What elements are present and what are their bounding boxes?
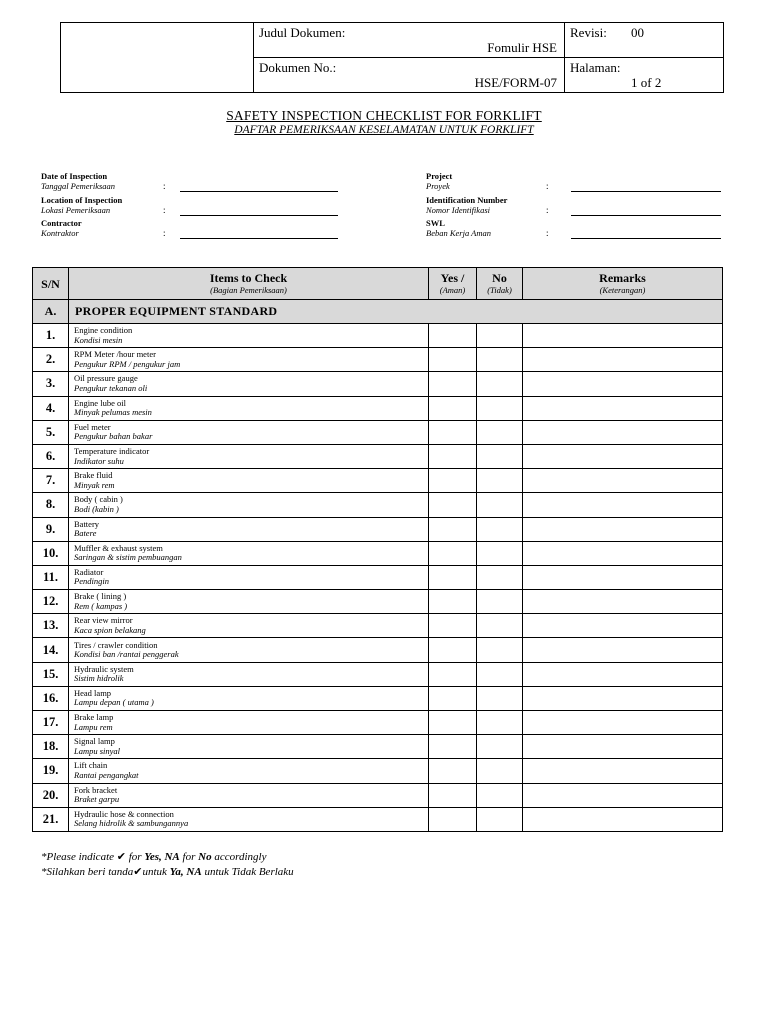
item-name-en: Hydraulic hose & connection: [74, 808, 174, 819]
table-row: [33, 444, 723, 468]
yes-cell[interactable]: [429, 711, 477, 735]
row-number: 7.: [33, 469, 69, 493]
yes-cell[interactable]: [429, 783, 477, 807]
no-cell[interactable]: [477, 469, 523, 493]
row-number: 8.: [33, 493, 69, 517]
checkmark-icon: ✔: [133, 866, 143, 878]
row-number: 14.: [33, 638, 69, 662]
item-name-en: Brake lamp: [74, 712, 114, 723]
dokumen-value: HSE/FORM-07: [474, 75, 557, 90]
item-name-en: Fork bracket: [74, 784, 118, 795]
item-name-id: Selang hidrolik & sambungannya: [74, 818, 189, 829]
table-row: [33, 759, 723, 783]
remarks-cell[interactable]: [523, 444, 723, 468]
section-row: [33, 300, 723, 324]
row-number: 4.: [33, 396, 69, 420]
no-cell[interactable]: [477, 565, 523, 589]
row-number: 1.: [33, 324, 69, 348]
item-name-en: Head lamp: [74, 687, 112, 698]
remarks-cell[interactable]: [523, 686, 723, 710]
no-cell[interactable]: [477, 348, 523, 372]
no-cell[interactable]: [477, 420, 523, 444]
item-name-en: Brake ( lining ): [74, 591, 127, 602]
contractor-field[interactable]: [180, 238, 338, 239]
yes-cell[interactable]: [429, 396, 477, 420]
col-header-remarks: Remarks (Keterangan): [523, 268, 723, 300]
row-number: 9.: [33, 517, 69, 541]
remarks-cell[interactable]: [523, 807, 723, 831]
no-cell[interactable]: [477, 614, 523, 638]
page-subtitle: DAFTAR PEMERIKSAAN KESELAMATAN UNTUK FORKLIFT: [234, 124, 534, 136]
item-cell: [69, 711, 429, 735]
item-name-en: Oil pressure gauge: [74, 373, 138, 384]
item-cell: [69, 348, 429, 372]
remarks-cell[interactable]: [523, 711, 723, 735]
table-row: [33, 711, 723, 735]
revisi-value: 00: [631, 25, 644, 40]
contractor-colon: :: [163, 228, 166, 238]
row-number: 13.: [33, 614, 69, 638]
item-name-id: Minyak rem: [74, 479, 115, 490]
table-row: [33, 469, 723, 493]
item-name-id: Saringan & sistim pembuangan: [74, 552, 182, 563]
row-number: 16.: [33, 686, 69, 710]
item-name-en: Signal lamp: [74, 736, 115, 747]
row-number: 2.: [33, 348, 69, 372]
item-name-id: Lampu depan ( utama ): [74, 697, 154, 708]
remarks-cell[interactable]: [523, 348, 723, 372]
table-row: [33, 324, 723, 348]
judul-value: Fomulir HSE: [487, 40, 557, 55]
project-label: Project Proyek: [426, 171, 453, 191]
no-cell[interactable]: [477, 783, 523, 807]
item-cell: [69, 614, 429, 638]
swl-label: SWL Beban Kerja Aman: [426, 218, 492, 238]
item-cell: [69, 565, 429, 589]
table-row: [33, 735, 723, 759]
date-colon: :: [163, 181, 166, 191]
no-cell[interactable]: [477, 711, 523, 735]
remarks-cell[interactable]: [523, 662, 723, 686]
item-cell: [69, 541, 429, 565]
dokumen-label: Dokumen No.:: [259, 60, 337, 75]
item-cell: [69, 590, 429, 614]
yes-cell[interactable]: [429, 493, 477, 517]
table-row: [33, 662, 723, 686]
remarks-cell[interactable]: [523, 783, 723, 807]
yes-cell[interactable]: [429, 517, 477, 541]
row-number: 17.: [33, 711, 69, 735]
item-name-en: Engine lube oil: [74, 397, 126, 408]
item-name-en: Lift chain: [74, 760, 108, 771]
table-row: [33, 807, 723, 831]
row-number: 20.: [33, 783, 69, 807]
remarks-cell[interactable]: [523, 517, 723, 541]
no-cell[interactable]: [477, 444, 523, 468]
item-cell: [69, 493, 429, 517]
yes-cell[interactable]: [429, 348, 477, 372]
row-number: 5.: [33, 420, 69, 444]
item-name-id: Lampu sinyal: [74, 745, 121, 756]
row-number: 6.: [33, 444, 69, 468]
table-row: [33, 348, 723, 372]
item-name-id: Minyak pelumas mesin: [74, 407, 152, 418]
table-row: [33, 420, 723, 444]
item-name-en: RPM Meter /hour meter: [74, 349, 156, 360]
date-of-inspection-field[interactable]: [180, 191, 338, 192]
item-name-en: Fuel meter: [74, 421, 111, 432]
remarks-cell[interactable]: [523, 493, 723, 517]
item-name-en: Temperature indicator: [74, 446, 150, 457]
row-number: 11.: [33, 565, 69, 589]
no-cell[interactable]: [477, 493, 523, 517]
dokumen-cell: [254, 58, 565, 93]
item-cell: [69, 807, 429, 831]
section-title: PROPER EQUIPMENT STANDARD: [69, 300, 723, 324]
contractor-label: Contractor Kontraktor: [41, 218, 82, 238]
row-number: 15.: [33, 662, 69, 686]
judul-cell: [254, 23, 565, 58]
checklist-table: [32, 267, 723, 832]
row-number: 3.: [33, 372, 69, 396]
item-cell: [69, 469, 429, 493]
item-name-id: Rantai pengangkat: [74, 769, 139, 780]
remarks-cell[interactable]: [523, 735, 723, 759]
item-name-id: Pendingin: [74, 576, 109, 587]
no-cell[interactable]: [477, 686, 523, 710]
table-row: [33, 614, 723, 638]
item-name-id: Lampu rem: [74, 721, 113, 732]
yes-cell[interactable]: [429, 638, 477, 662]
swl-colon: :: [546, 228, 549, 238]
item-cell: [69, 444, 429, 468]
yes-cell[interactable]: [429, 662, 477, 686]
item-name-en: Engine condition: [74, 325, 133, 336]
no-cell[interactable]: [477, 638, 523, 662]
yes-cell[interactable]: [429, 590, 477, 614]
item-name-en: Body ( cabin ): [74, 494, 123, 505]
col-header-no: No (Tidak): [477, 268, 523, 300]
yes-cell[interactable]: [429, 469, 477, 493]
no-cell[interactable]: [477, 759, 523, 783]
item-name-id: Bodi (kabin ): [74, 503, 119, 514]
item-name-id: Pengukur bahan bakar: [74, 431, 153, 442]
item-name-id: Pengukur RPM / pengukur jam: [74, 358, 181, 369]
checkmark-icon: ✔: [116, 851, 126, 863]
item-name-en: Battery: [74, 518, 100, 529]
no-cell[interactable]: [477, 396, 523, 420]
remarks-cell[interactable]: [523, 565, 723, 589]
no-cell[interactable]: [477, 324, 523, 348]
table-row: [33, 783, 723, 807]
remarks-cell[interactable]: [523, 420, 723, 444]
item-cell: [69, 783, 429, 807]
yes-cell[interactable]: [429, 686, 477, 710]
judul-label: Judul Dokumen:: [259, 25, 346, 40]
yes-cell[interactable]: [429, 541, 477, 565]
table-row: [33, 493, 723, 517]
yes-cell[interactable]: [429, 444, 477, 468]
remarks-cell[interactable]: [523, 541, 723, 565]
item-name-en: Tires / crawler condition: [74, 639, 158, 650]
remarks-cell[interactable]: [523, 590, 723, 614]
item-cell: [69, 396, 429, 420]
identification-number-field[interactable]: [571, 215, 721, 216]
identification-number-label: Identification Number Nomor Identifikasi: [426, 195, 508, 215]
yes-cell[interactable]: [429, 565, 477, 589]
item-cell: [69, 759, 429, 783]
row-number: 21.: [33, 807, 69, 831]
location-colon: :: [163, 205, 166, 215]
halaman-label: Halaman:: [570, 60, 621, 75]
remarks-cell[interactable]: [523, 372, 723, 396]
yes-cell[interactable]: [429, 420, 477, 444]
yes-cell[interactable]: [429, 324, 477, 348]
item-name-id: Batere: [74, 528, 97, 539]
note-indonesian: *Silahkan beri tanda✔untuk Ya, NA untuk Tidak Berlaku: [41, 866, 294, 878]
row-number: 12.: [33, 590, 69, 614]
item-cell: [69, 638, 429, 662]
table-row: [33, 541, 723, 565]
item-name-en: Muffler & exhaust system: [74, 542, 163, 553]
table-row: [33, 686, 723, 710]
row-number: 18.: [33, 735, 69, 759]
item-name-id: Sistim hidrolik: [74, 673, 124, 684]
yes-cell[interactable]: [429, 735, 477, 759]
yes-cell[interactable]: [429, 614, 477, 638]
table-header-row: [33, 268, 723, 300]
remarks-cell[interactable]: [523, 638, 723, 662]
item-cell: [69, 372, 429, 396]
item-cell: [69, 735, 429, 759]
item-name-id: Indikator suhu: [74, 455, 124, 466]
item-cell: [69, 662, 429, 686]
remarks-cell[interactable]: [523, 396, 723, 420]
document-header: [60, 22, 724, 93]
revisi-cell: [565, 23, 724, 58]
table-row: [33, 396, 723, 420]
table-row: [33, 372, 723, 396]
no-cell[interactable]: [477, 590, 523, 614]
project-colon: :: [546, 181, 549, 191]
yes-cell[interactable]: [429, 759, 477, 783]
item-name-en: Hydraulic system: [74, 663, 134, 674]
row-number: 10.: [33, 541, 69, 565]
no-cell[interactable]: [477, 372, 523, 396]
table-row: [33, 638, 723, 662]
no-cell[interactable]: [477, 662, 523, 686]
halaman-value: 1 of 2: [631, 75, 662, 90]
remarks-cell[interactable]: [523, 324, 723, 348]
no-cell[interactable]: [477, 541, 523, 565]
item-name-id: Braket garpu: [74, 794, 120, 805]
item-name-id: Kaca spion belakang: [74, 624, 146, 635]
item-cell: [69, 420, 429, 444]
item-name-en: Rear view mirror: [74, 615, 133, 626]
item-cell: [69, 686, 429, 710]
section-number: A.: [33, 300, 69, 324]
location-of-inspection-field[interactable]: [180, 215, 338, 216]
remarks-cell[interactable]: [523, 469, 723, 493]
logo-cell: [61, 23, 254, 93]
item-cell: [69, 517, 429, 541]
remarks-cell[interactable]: [523, 759, 723, 783]
project-field[interactable]: [571, 191, 721, 192]
row-number: 19.: [33, 759, 69, 783]
item-name-id: Rem ( kampas ): [74, 600, 128, 611]
no-cell[interactable]: [477, 735, 523, 759]
item-name-id: Kondisi ban /rantai penggerak: [74, 649, 179, 660]
page-title: SAFETY INSPECTION CHECKLIST FOR FORKLIFT: [226, 108, 542, 123]
item-cell: [69, 324, 429, 348]
table-row: [33, 517, 723, 541]
item-name-id: Kondisi mesin: [74, 334, 123, 345]
swl-field[interactable]: [571, 238, 721, 239]
yes-cell[interactable]: [429, 372, 477, 396]
note-english: *Please indicate ✔ for Yes, NA for No accordingly: [41, 851, 267, 863]
table-row: [33, 590, 723, 614]
col-header-sn: S/N: [33, 268, 69, 300]
remarks-cell[interactable]: [523, 614, 723, 638]
no-cell[interactable]: [477, 807, 523, 831]
item-name-en: Radiator: [74, 566, 104, 577]
col-header-yes: Yes / (Aman): [429, 268, 477, 300]
table-row: [33, 565, 723, 589]
identification-colon: :: [546, 205, 549, 215]
yes-cell[interactable]: [429, 807, 477, 831]
col-header-items: Items to Check (Bagian Pemeriksaan): [69, 268, 429, 300]
no-cell[interactable]: [477, 517, 523, 541]
location-of-inspection-label: Location of Inspection Lokasi Pemeriksaan: [41, 195, 123, 215]
revisi-label: Revisi:: [570, 25, 607, 40]
item-name-id: Pengukur tekanan oli: [74, 382, 148, 393]
date-of-inspection-label: Date of Inspection Tanggal Pemeriksaan: [41, 171, 116, 191]
item-name-en: Brake fluid: [74, 470, 113, 481]
halaman-cell: [565, 58, 724, 93]
